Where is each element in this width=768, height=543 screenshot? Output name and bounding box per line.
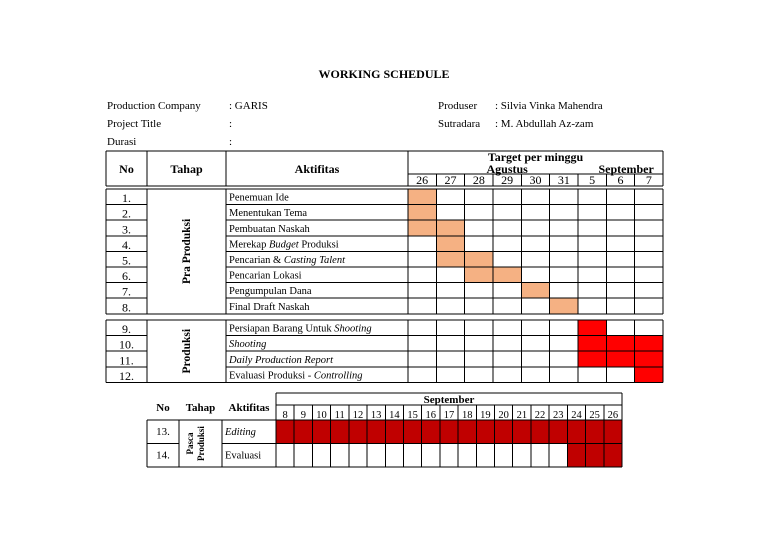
- gantt-bar: [440, 420, 458, 444]
- table2-month-label: September: [423, 394, 475, 406]
- gantt-bar: [635, 336, 663, 352]
- gantt-bar: [578, 320, 606, 336]
- table2-day-label: 10: [316, 410, 327, 421]
- table2-day-label: 11: [334, 410, 345, 421]
- gantt-bar: [408, 189, 436, 205]
- gantt-bar: [549, 420, 567, 444]
- table1-week-label: 31: [557, 173, 570, 187]
- gantt-bar: [578, 336, 606, 352]
- info-right-0-label: Produser: [438, 100, 478, 112]
- table2-day-label: 17: [443, 410, 455, 421]
- table1-row-no: 9.: [122, 322, 131, 337]
- gantt-bar: [604, 444, 622, 468]
- table2-tahap-label: Pasca: [185, 432, 195, 455]
- gantt-bar: [567, 444, 585, 468]
- table1-row-no: 5.: [122, 253, 131, 268]
- table1-tahap-label: Pra Produksi: [181, 218, 193, 285]
- table1-row-no: 4.: [122, 237, 131, 252]
- table1-week-label: 27: [444, 173, 457, 187]
- table2-day-label: 19: [480, 410, 491, 421]
- table1-row-activity: Persiapan Barang Untuk Shooting: [229, 323, 372, 335]
- table2-row-activity: Editing: [225, 427, 256, 438]
- gantt-bar: [294, 420, 312, 444]
- table2-row-no: 14.: [156, 449, 170, 462]
- table1-row-activity: Pencarian & Casting Talent: [229, 255, 345, 266]
- table1-week-label: 6: [617, 173, 624, 187]
- gantt-bar: [436, 220, 464, 236]
- table1-row-no: 3.: [122, 222, 131, 237]
- gantt-bar: [578, 351, 606, 367]
- info-left-1-value: :: [229, 118, 233, 130]
- table2-day-label: 25: [589, 410, 600, 421]
- gantt-bar: [436, 236, 464, 252]
- gantt-bar: [493, 267, 521, 283]
- gantt-bar: [385, 420, 403, 444]
- gantt-bar: [476, 420, 494, 444]
- table2-row-no: 13.: [156, 426, 170, 438]
- page-title: WORKING SCHEDULE: [318, 67, 450, 81]
- table2-day-label: 24: [571, 410, 582, 421]
- gantt-bar: [606, 336, 634, 352]
- gantt-bar: [635, 351, 663, 367]
- gantt-bar: [606, 351, 634, 367]
- table2-day-label: 16: [425, 410, 437, 421]
- gantt-bar: [550, 298, 578, 314]
- gantt-bar: [367, 420, 385, 444]
- table1-row-no: 12.: [119, 368, 134, 383]
- table1-week-label: 26: [416, 173, 429, 187]
- table1-month-label: Agustus: [486, 162, 528, 176]
- table1-row-activity: Final Draft Naskah: [229, 301, 310, 313]
- table2-day-label: 18: [461, 410, 473, 421]
- table1-row-activity: Merekap Budget Produksi: [229, 239, 339, 251]
- table1-row-activity: Menentukan Tema: [229, 208, 308, 220]
- table1-row-activity: Pembuatan Naskah: [229, 223, 310, 235]
- table1-row-no: 2.: [122, 206, 131, 221]
- table2-day-label: 21: [516, 410, 528, 421]
- gantt-bar: [465, 267, 493, 283]
- table1-row-activity: Pengumpulan Dana: [229, 286, 312, 298]
- table2-day-label: 15: [407, 410, 418, 421]
- table1-row-activity: Daily Production Report: [229, 354, 334, 366]
- table2-day-label: 12: [352, 410, 364, 421]
- table1-row-no: 6.: [122, 269, 131, 284]
- table2-day-label: 20: [498, 410, 509, 421]
- gantt-bar: [635, 367, 663, 383]
- table1-header-no: No: [119, 162, 134, 176]
- table2-day-label: 23: [553, 410, 564, 421]
- table1-row-activity: Penemuan Ide: [229, 192, 289, 204]
- table1-header-tahap: Tahap: [170, 162, 203, 176]
- table2-day-label: 13: [370, 410, 382, 421]
- table1-row-no: 10.: [119, 337, 134, 352]
- gantt-bar: [408, 220, 436, 236]
- gantt-bar: [276, 420, 294, 444]
- info-left-2-label: Durasi: [107, 136, 137, 148]
- table1-row-no: 11.: [119, 353, 134, 368]
- gantt-bar: [436, 251, 464, 267]
- gantt-bar: [604, 420, 622, 444]
- table1-tahap-label: Produksi: [181, 328, 193, 374]
- info-right-0-value: : Silvia Vinka Mahendra: [495, 100, 603, 112]
- gantt-bar: [403, 420, 421, 444]
- table2-header-aktifitas: Aktifitas: [228, 402, 270, 414]
- table1-row-no: 1.: [122, 191, 131, 206]
- gantt-bar: [567, 420, 585, 444]
- table2-day-label: 14: [389, 410, 400, 421]
- table1-month-label: September: [598, 162, 654, 176]
- table2-day-label: 22: [534, 410, 546, 421]
- gantt-bar: [586, 420, 604, 444]
- info-right-1-label: Sutradara: [438, 118, 481, 130]
- gantt-bar: [531, 420, 549, 444]
- gantt-bar: [495, 420, 513, 444]
- table1-week-label: 30: [529, 173, 542, 187]
- table1-week-label: 7: [645, 173, 652, 187]
- table2-header-no: No: [156, 402, 170, 414]
- info-left-2-value: :: [229, 136, 233, 148]
- table1-week-label: 29: [501, 173, 514, 187]
- gantt-bar: [331, 420, 349, 444]
- gantt-bar: [521, 283, 549, 299]
- table2-day-label: 9: [300, 410, 306, 421]
- table1-row-no: 7.: [122, 284, 131, 299]
- gantt-bar: [312, 420, 330, 444]
- info-left-1-label: Project Title: [107, 118, 162, 130]
- table2-header-tahap: Tahap: [185, 402, 216, 414]
- table1-row-activity: Evaluasi Produksi - Controlling: [229, 370, 363, 382]
- gantt-bar: [408, 205, 436, 221]
- gantt-bar: [422, 420, 440, 444]
- gantt-bar: [513, 420, 531, 444]
- info-right-1-value: : M. Abdullah Az-zam: [495, 118, 594, 130]
- table1-header-aktifitas: Aktifitas: [294, 162, 340, 176]
- table1-header-target: Target per minggu: [487, 150, 584, 164]
- table1-week-label: 5: [589, 173, 596, 187]
- gantt-bar: [465, 251, 493, 267]
- table2-tahap-label: Produksi: [196, 426, 206, 461]
- table1-row-activity: Pencarian Lokasi: [229, 270, 302, 282]
- gantt-bar: [458, 420, 476, 444]
- info-left-0-label: Production Company: [107, 100, 201, 112]
- table1-row-no: 8.: [122, 300, 131, 315]
- table1-week-label: 28: [472, 173, 485, 187]
- table2-row-activity: Evaluasi: [225, 450, 262, 462]
- info-left-0-value: : GARIS: [229, 100, 268, 112]
- table2-day-label: 26: [607, 410, 619, 421]
- gantt-bar: [586, 444, 604, 468]
- gantt-bar: [349, 420, 367, 444]
- table1-row-activity: Shooting: [229, 339, 267, 351]
- table2-day-label: 8: [282, 410, 288, 421]
